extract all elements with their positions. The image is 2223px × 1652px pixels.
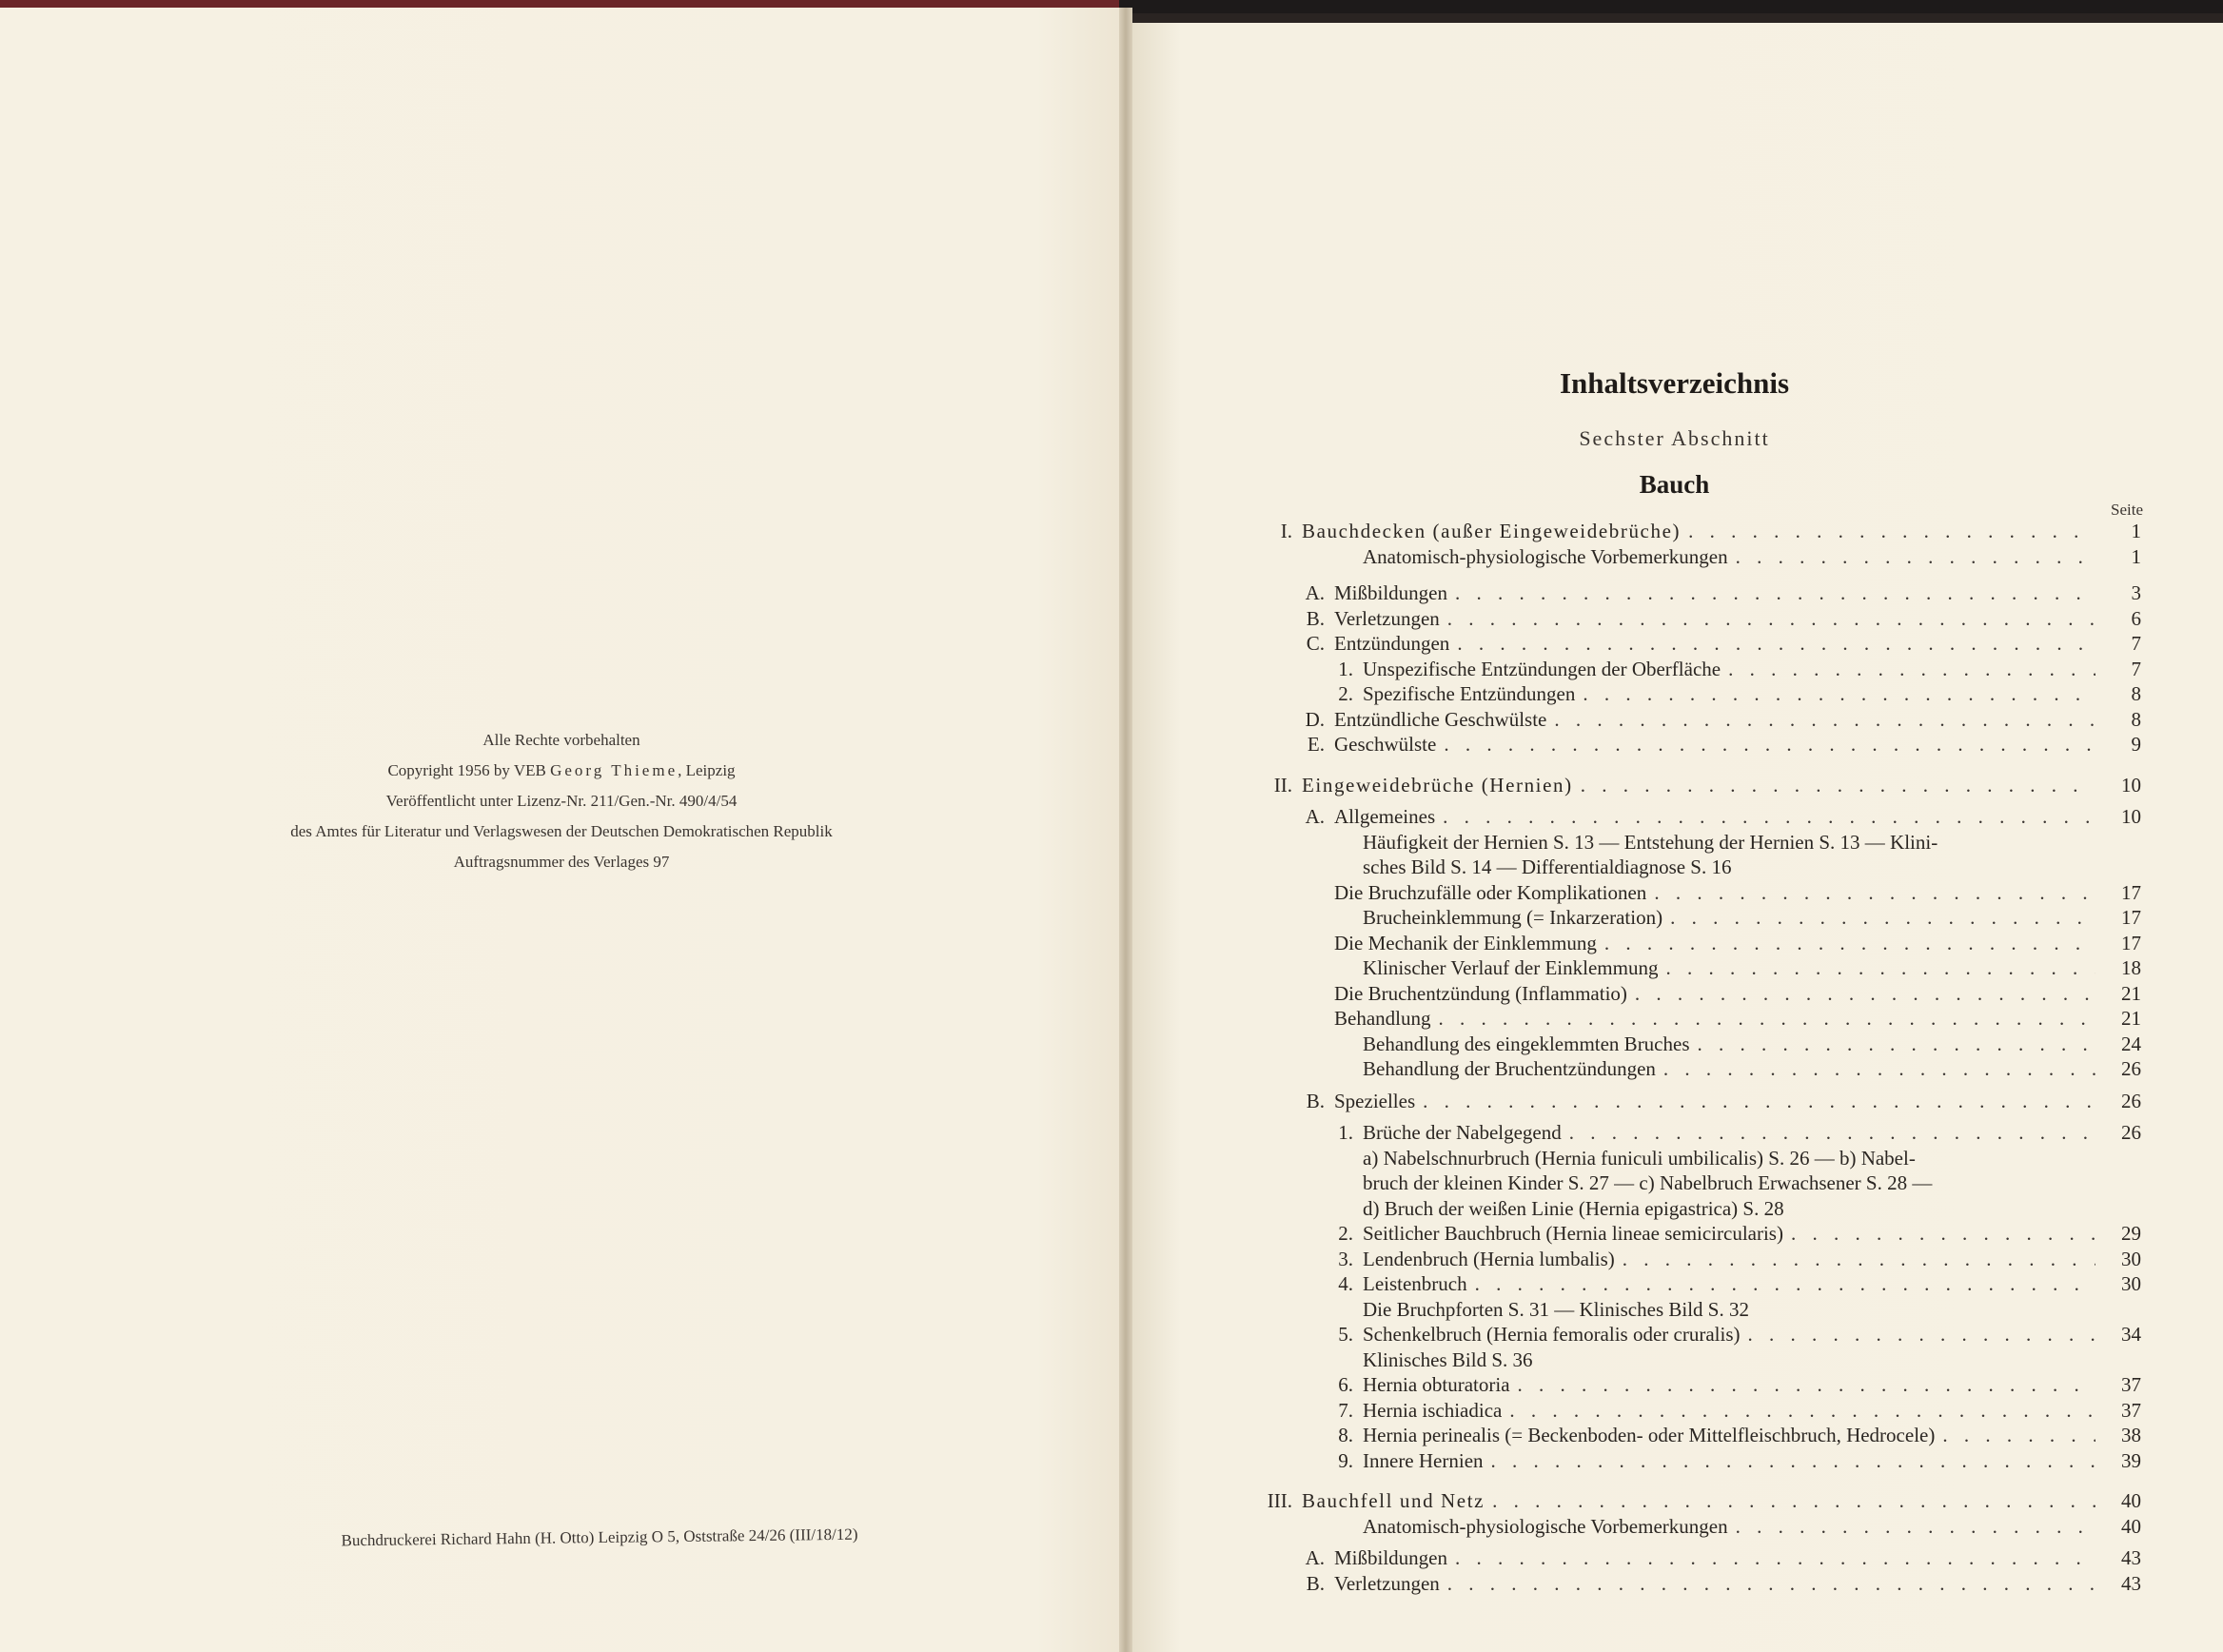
toc-description: d) Bruch der weißen Linie (Hernia epigastrica) S. 28 — [1363, 1196, 1784, 1220]
toc-entry: Anatomisch-physiologische Vorbemerkungen . . . 1 — [1237, 544, 2141, 570]
toc-subtitle: Sechster Abschnitt — [1579, 426, 1770, 450]
toc-description: sches Bild S. 14 — Differentialdiagnose S. 16 — [1363, 856, 1732, 878]
toc-entry: Klinischer Verlauf der Einklemmung . . . 18 — [1237, 955, 2141, 981]
table-of-contents — [1237, 519, 2141, 1596]
printer-line: Buchdruckerei Richard Hahn (H. Otto) Leipzig O 5, Oststraße 24/26 (III/18/12) — [341, 1524, 858, 1550]
toc-entry: 9. Innere Hernien . . . 39 — [1237, 1448, 2141, 1474]
toc-entry: B. Verletzungen . . . 43 — [1237, 1571, 2141, 1597]
toc-entry: Die Mechanik der Einklemmung . . . 17 — [1237, 931, 2141, 956]
toc-entry: B. Spezielles . . . 26 — [1237, 1089, 2141, 1114]
toc-entry: III. Bauchfell und Netz . . . 40 — [1237, 1488, 2141, 1514]
publisher-name: Georg Thieme — [550, 761, 679, 779]
book-gutter — [1119, 8, 1132, 1652]
toc-entry: II. Eingeweidebrüche (Hernien) . . . 10 — [1237, 773, 2141, 798]
copyright-line: Copyright 1956 by VEB Georg Thieme, Leipzig — [387, 761, 736, 779]
toc-entry: A. Allgemeines . . . 10 — [1237, 804, 2141, 830]
toc-entry: 3. Lendenbruch (Hernia lumbalis) . . . 30 — [1237, 1247, 2141, 1272]
imprint-block — [190, 725, 933, 877]
rights-line: Alle Rechte vorbehalten — [482, 731, 640, 749]
license-line: Veröffentlicht unter Lizenz-Nr. 211/Gen.-Nr. 490/4/54 — [385, 792, 738, 810]
toc-entry: A. Mißbildungen . . . 43 — [1237, 1545, 2141, 1571]
toc-section-title: Bauch — [1639, 470, 1710, 499]
book-cover-edge-right — [1119, 0, 2223, 13]
toc-description: Klinisches Bild S. 36 — [1363, 1347, 1533, 1371]
toc-entry: 4. Leistenbruch . . . 30 — [1237, 1271, 2141, 1297]
toc-entry: 1. Brüche der Nabelgegend . . . 26 — [1237, 1120, 2141, 1146]
toc-entry: I. Bauchdecken (außer Eingeweidebrüche) . . . 1 — [1237, 519, 2141, 544]
order-number-line: Auftragsnummer des Verlages 97 — [453, 853, 670, 871]
toc-entry: 8. Hernia perinealis (= Beckenboden- oder Mittelfleischbruch, Hedrocele) . . . 38 — [1237, 1423, 2141, 1448]
toc-entry: 1. Unspezifische Entzündungen der Oberfläche . . . 7 — [1237, 657, 2141, 682]
toc-entry: 2. Spezifische Entzündungen . . . 8 — [1237, 681, 2141, 707]
toc-entry: D. Entzündliche Geschwülste . . . 8 — [1237, 707, 2141, 733]
toc-title: Inhaltsverzeichnis — [1559, 366, 1790, 400]
toc-entry: 2. Seitlicher Bauchbruch (Hernia lineae semicircularis) . . . 29 — [1237, 1221, 2141, 1247]
toc-description: bruch der kleinen Kinder S. 27 — c) Nabelbruch Erwachsener S. 28 — — [1363, 1171, 1933, 1194]
toc-entry: A. Mißbildungen . . . 3 — [1237, 580, 2141, 606]
toc-entry: 7. Hernia ischiadica . . . 37 — [1237, 1398, 2141, 1424]
toc-entry: Behandlung des eingeklemmten Bruches . . . 24 — [1237, 1032, 2141, 1057]
toc-entry: Anatomisch-physiologische Vorbemerkungen . . . 40 — [1237, 1514, 2141, 1540]
office-line: des Amtes für Literatur und Verlagswesen der Deutschen Demokratischen Republik — [290, 822, 833, 840]
toc-entry: Brucheinklemmung (= Inkarzeration) . . . 17 — [1237, 905, 2141, 931]
toc-entry: Die Bruchzufälle oder Komplikationen . . . 17 — [1237, 880, 2141, 906]
page-column-header: Seite — [2111, 501, 2143, 519]
toc-entry: 6. Hernia obturatoria . . . 37 — [1237, 1372, 2141, 1398]
toc-description: a) Nabelschnurbruch (Hernia funiculi umbilicalis) S. 26 — b) Nabel- — [1363, 1146, 1916, 1170]
toc-entry: 5. Schenkelbruch (Hernia femoralis oder cruralis) . . . 34 — [1237, 1322, 2141, 1347]
toc-description: Häufigkeit der Hernien S. 13 — Entstehung der Hernien S. 13 — Klini- — [1363, 830, 1938, 854]
toc-entry: Behandlung der Bruchentzündungen . . . 26 — [1237, 1056, 2141, 1082]
toc-entry: C. Entzündungen . . . 7 — [1237, 631, 2141, 657]
toc-description: Die Bruchpforten S. 31 — Klinisches Bild S. 32 — [1363, 1297, 1749, 1321]
toc-entry: B. Verletzungen . . . 6 — [1237, 606, 2141, 632]
toc-entry: Behandlung . . . 21 — [1237, 1006, 2141, 1032]
toc-entry: E. Geschwülste . . . 9 — [1237, 732, 2141, 757]
toc-entry: Die Bruchentzündung (Inflammatio) . . . 21 — [1237, 981, 2141, 1007]
